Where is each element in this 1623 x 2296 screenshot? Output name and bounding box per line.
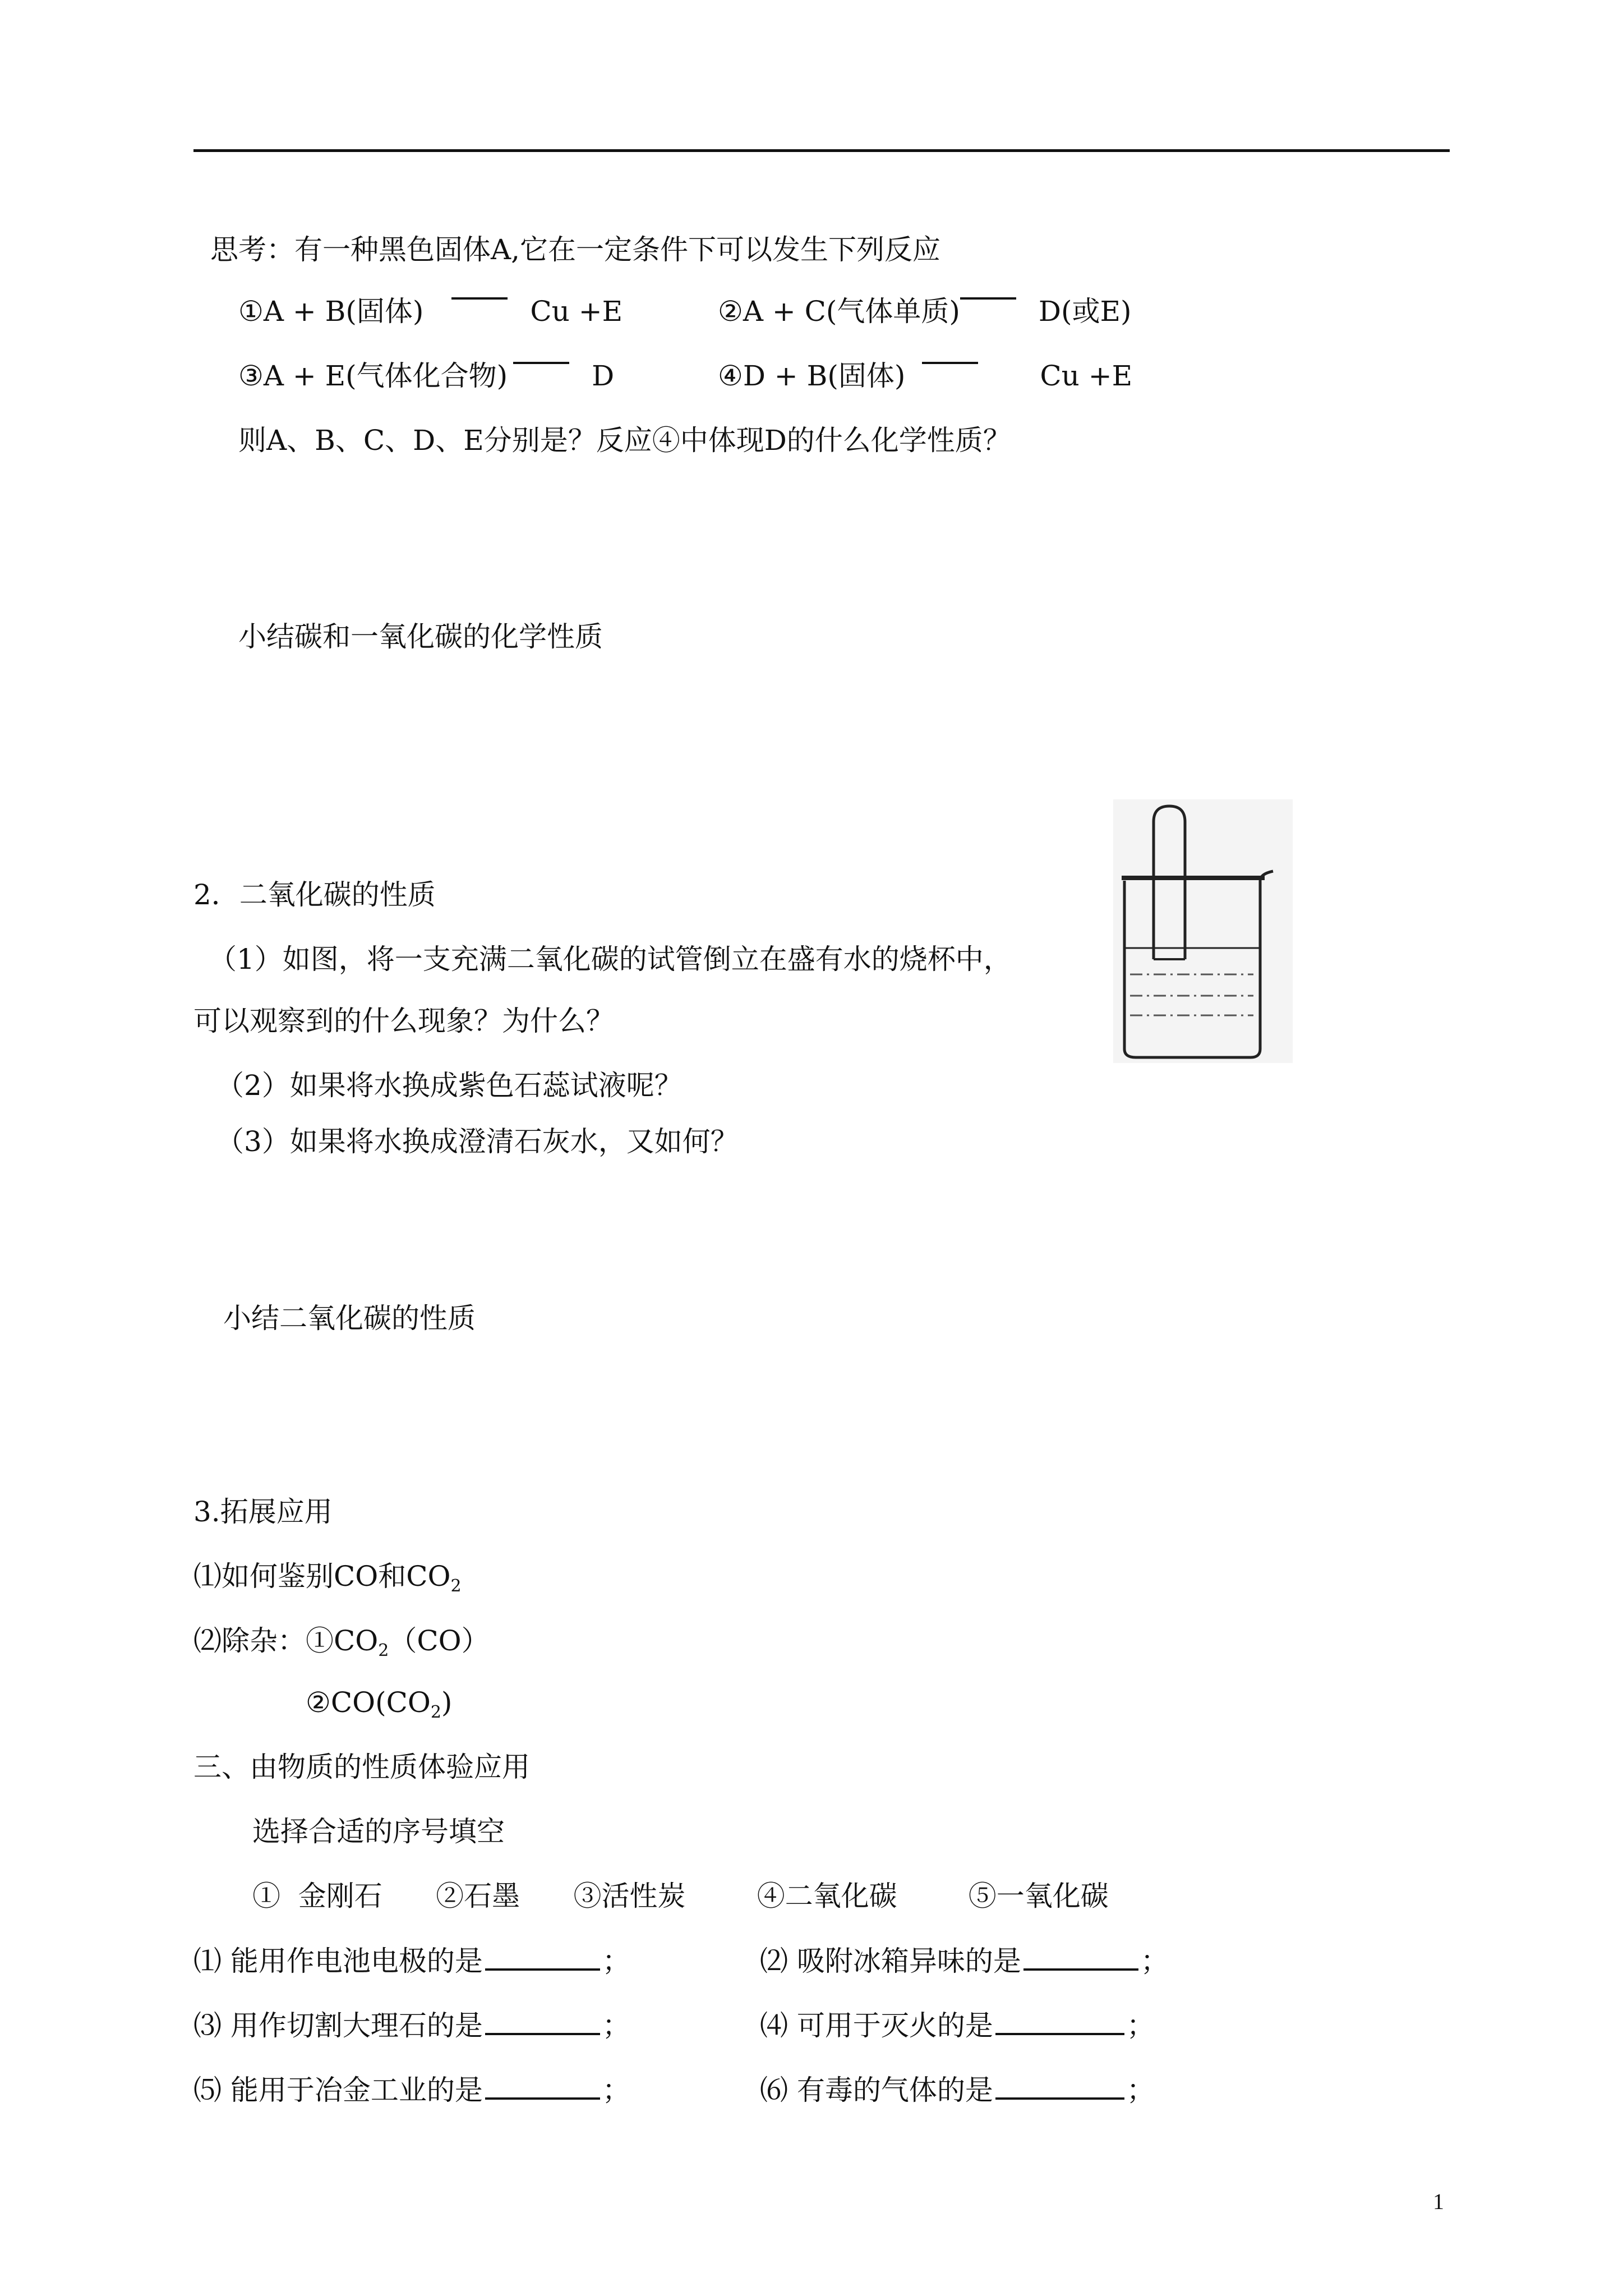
answer-blank[interactable] xyxy=(485,2073,600,2100)
subscript: 2 xyxy=(378,1641,389,1660)
fill-item-4: ⑷ 可用于灭火的是 ； xyxy=(760,2009,1155,2042)
section3-q1-text: ⑴如何鉴别CO和CO xyxy=(193,1560,451,1593)
section3-q2 xyxy=(193,1627,490,1659)
reaction-arrow xyxy=(922,362,978,364)
reaction-3-right: D xyxy=(592,360,615,392)
section3-q1 xyxy=(193,1562,462,1595)
reaction-3-left: ③A + E(气体化合物) xyxy=(238,360,508,392)
answer-blank[interactable] xyxy=(1023,1944,1138,1971)
part3-title: 三、由物质的性质体验应用 xyxy=(193,1751,530,1783)
reaction-1 xyxy=(238,295,623,328)
fill-item-label: ⑹ 有毒的气体的是 xyxy=(760,2074,993,2106)
section2-q1-line2: 可以观察到的什么现象？为什么？ xyxy=(193,1005,614,1037)
reaction-4-left: ④D + B(固体) xyxy=(718,360,906,392)
fill-item-label: ⑷ 可用于灭火的是 xyxy=(760,2009,993,2042)
fill-item-5: ⑸ 能用于冶金工业的是 ； xyxy=(193,2074,630,2106)
reaction-2 xyxy=(718,295,1132,328)
think-intro: 思考：有一种黑色固体A,它在一定条件下可以发生下列反应 xyxy=(210,233,941,266)
fill-item-6: ⑹ 有毒的气体的是 ； xyxy=(760,2074,1155,2106)
reaction-arrow xyxy=(451,297,508,300)
reaction-4-right: Cu +E xyxy=(1040,360,1133,392)
section2-q1-line1: （1）如图，将一支充满二氧化碳的试管倒立在盛有水的烧杯中， xyxy=(209,943,1012,976)
section3-q3-suffix: ) xyxy=(441,1686,453,1719)
beaker-test-tube-figure xyxy=(1113,799,1293,1063)
answer-blank[interactable] xyxy=(485,1944,600,1971)
section3-q2-suffix: （CO） xyxy=(389,1625,490,1657)
fill-item-label: ⑸ 能用于冶金工业的是 xyxy=(193,2074,483,2106)
section2-q2: （2）如果将水换成紫色石蕊试液呢？ xyxy=(216,1069,683,1102)
fill-item-3: ⑶ 用作切割大理石的是 ； xyxy=(193,2009,630,2042)
section3-title: 3.拓展应用 xyxy=(193,1496,333,1528)
reaction-arrow xyxy=(513,362,569,364)
part3-options: ① 金刚石 ②石墨 ③活性炭 ④二氧化碳 ⑤一氧化碳 xyxy=(252,1880,1109,1912)
reaction-4 xyxy=(718,362,1132,390)
page-number: 1 xyxy=(1433,2189,1444,2214)
part3-instruction: 选择合适的序号填空 xyxy=(252,1815,505,1848)
think-summary: 小结碳和一氧化碳的化学性质 xyxy=(238,620,603,653)
section2-q3: （3）如果将水换成澄清石灰水，又如何？ xyxy=(216,1125,739,1158)
answer-blank[interactable] xyxy=(995,2008,1124,2035)
fill-item-2: ⑵ 吸附冰箱异味的是 ； xyxy=(760,1945,1169,1977)
subscript: 2 xyxy=(430,1703,441,1722)
answer-blank[interactable] xyxy=(485,2008,600,2035)
section3-q3 xyxy=(306,1688,452,1721)
fill-item-1: ⑴ 能用作电池电极的是 ； xyxy=(193,1945,630,1977)
fill-item-label: ⑶ 用作切割大理石的是 xyxy=(193,2009,483,2042)
reaction-1-left: ①A + B(固体) xyxy=(238,295,424,328)
reaction-1-right: Cu +E xyxy=(530,295,623,328)
section2-title: 2．二氧化碳的性质 xyxy=(193,878,436,911)
section3-q2-text: ⑵除杂：①CO xyxy=(193,1625,379,1657)
reaction-2-left: ②A + C(气体单质) xyxy=(718,295,960,328)
answer-blank[interactable] xyxy=(995,2073,1124,2100)
reaction-arrow xyxy=(960,297,1016,300)
fill-item-label: ⑴ 能用作电池电极的是 xyxy=(193,1945,483,1977)
section3-q3-text: ②CO(CO xyxy=(306,1686,431,1719)
reaction-2-right: D(或E) xyxy=(1038,295,1132,328)
subscript: 2 xyxy=(450,1576,462,1596)
header-rule xyxy=(193,149,1450,152)
reaction-3 xyxy=(238,362,614,390)
fill-item-label: ⑵ 吸附冰箱异味的是 xyxy=(760,1945,1021,1977)
think-question: 则A、B、C、D、E分别是？反应④中体现D的什么化学性质？ xyxy=(238,424,1011,457)
section2-summary: 小结二氧化碳的性质 xyxy=(223,1302,476,1335)
